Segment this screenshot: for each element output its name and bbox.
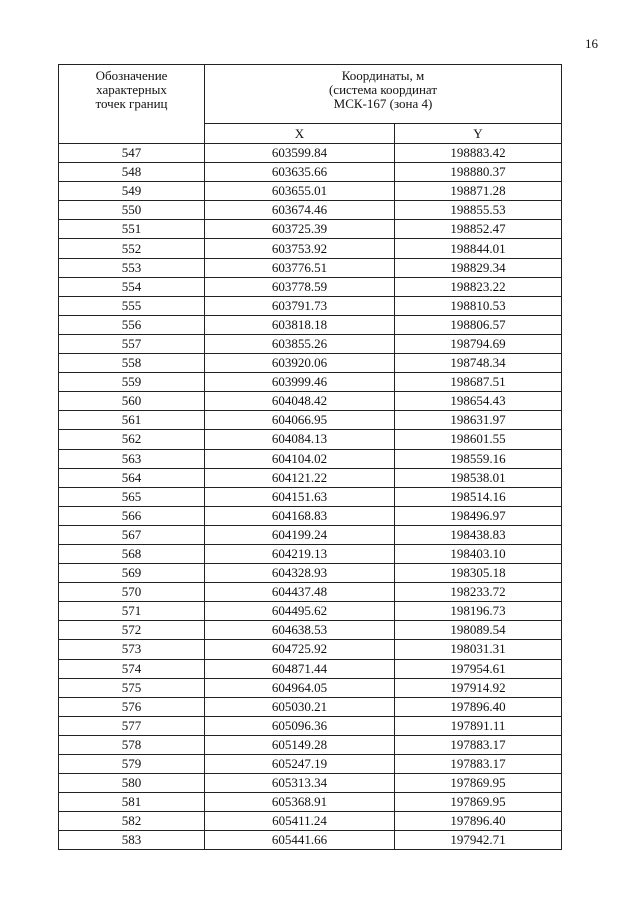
y-coordinate-cell: 198538.01 — [395, 468, 562, 487]
point-number-cell: 564 — [59, 468, 205, 487]
x-coordinate-cell: 604066.95 — [205, 411, 395, 430]
point-number-cell: 574 — [59, 659, 205, 678]
table-row — [59, 334, 562, 353]
y-coordinate-cell: 198559.16 — [395, 449, 562, 468]
table-row — [59, 392, 562, 411]
point-number-cell: 569 — [59, 564, 205, 583]
x-coordinate-cell: 603674.46 — [205, 201, 395, 220]
table-row — [59, 277, 562, 296]
y-coordinate-cell: 198654.43 — [395, 392, 562, 411]
table-row — [59, 182, 562, 201]
x-coordinate-cell: 605030.21 — [205, 697, 395, 716]
x-column-header: X — [205, 124, 395, 144]
table-row — [59, 697, 562, 716]
point-number-cell: 556 — [59, 315, 205, 334]
y-coordinate-cell: 197883.17 — [395, 755, 562, 774]
y-coordinate-cell: 198855.53 — [395, 201, 562, 220]
table-row — [59, 544, 562, 563]
point-header — [59, 65, 205, 144]
page-number: 16 — [585, 36, 598, 51]
table-row — [59, 735, 562, 754]
point-number-cell: 571 — [59, 602, 205, 621]
point-number-cell: 573 — [59, 640, 205, 659]
x-coordinate-cell: 605441.66 — [205, 831, 395, 850]
table-row — [59, 640, 562, 659]
point-number-cell: 566 — [59, 506, 205, 525]
point-number-cell: 551 — [59, 220, 205, 239]
y-coordinate-cell: 198687.51 — [395, 373, 562, 392]
y-coordinate-cell: 197896.40 — [395, 697, 562, 716]
table-row — [59, 755, 562, 774]
y-coordinate-cell: 198403.10 — [395, 544, 562, 563]
x-coordinate-cell: 604964.05 — [205, 678, 395, 697]
y-coordinate-cell: 198748.34 — [395, 354, 562, 373]
table-row — [59, 373, 562, 392]
y-coordinate-cell: 197942.71 — [395, 831, 562, 850]
y-coordinate-cell: 197883.17 — [395, 735, 562, 754]
x-coordinate-cell: 603635.66 — [205, 163, 395, 182]
x-coordinate-cell: 604104.02 — [205, 449, 395, 468]
coordinates-header-line: (система координат — [328, 82, 438, 97]
y-coordinate-cell: 198438.83 — [395, 525, 562, 544]
y-coordinate-cell: 198794.69 — [395, 334, 562, 353]
table-row — [59, 220, 562, 239]
point-number-cell: 582 — [59, 812, 205, 831]
table-row — [59, 659, 562, 678]
x-coordinate-cell: 604638.53 — [205, 621, 395, 640]
y-coordinate-cell: 198196.73 — [395, 602, 562, 621]
table-row — [59, 411, 562, 430]
y-coordinate-cell: 198031.31 — [395, 640, 562, 659]
table-row — [59, 621, 562, 640]
x-coordinate-cell: 604084.13 — [205, 430, 395, 449]
x-coordinate-cell: 604328.93 — [205, 564, 395, 583]
coordinates-header-line: МСК-167 (зона 4) — [333, 96, 433, 111]
y-coordinate-cell: 198823.22 — [395, 277, 562, 296]
point-number-cell: 560 — [59, 392, 205, 411]
y-coordinate-cell: 197896.40 — [395, 812, 562, 831]
y-coordinate-cell: 198089.54 — [395, 621, 562, 640]
point-number-cell: 555 — [59, 296, 205, 315]
point-number-cell: 565 — [59, 487, 205, 506]
x-coordinate-cell: 604495.62 — [205, 602, 395, 621]
table-row — [59, 449, 562, 468]
x-coordinate-cell: 605096.36 — [205, 716, 395, 735]
y-coordinate-cell: 197891.11 — [395, 716, 562, 735]
x-coordinate-cell: 604168.83 — [205, 506, 395, 525]
point-number-cell: 567 — [59, 525, 205, 544]
x-coordinate-cell: 605313.34 — [205, 774, 395, 793]
x-coordinate-cell: 604219.13 — [205, 544, 395, 563]
x-coordinate-cell: 604725.92 — [205, 640, 395, 659]
point-number-cell: 568 — [59, 544, 205, 563]
table-row — [59, 258, 562, 277]
point-header-line: характерных — [96, 82, 167, 97]
table-body — [59, 144, 562, 850]
table-row — [59, 678, 562, 697]
table-row — [59, 239, 562, 258]
y-coordinate-cell: 198496.97 — [395, 506, 562, 525]
table-row — [59, 144, 562, 163]
table-row — [59, 583, 562, 602]
x-coordinate-cell: 605149.28 — [205, 735, 395, 754]
table-row — [59, 506, 562, 525]
y-coordinate-cell: 197869.95 — [395, 793, 562, 812]
y-coordinate-cell: 197869.95 — [395, 774, 562, 793]
y-coordinate-cell: 198806.57 — [395, 315, 562, 334]
point-header-line: точек границ — [95, 96, 168, 111]
point-number-cell: 562 — [59, 430, 205, 449]
x-coordinate-cell: 603776.51 — [205, 258, 395, 277]
x-coordinate-cell: 603725.39 — [205, 220, 395, 239]
table-row — [59, 430, 562, 449]
point-number-cell: 550 — [59, 201, 205, 220]
x-coordinate-cell: 603753.92 — [205, 239, 395, 258]
point-number-cell: 553 — [59, 258, 205, 277]
point-number-cell: 577 — [59, 716, 205, 735]
table-row — [59, 774, 562, 793]
point-number-cell: 579 — [59, 755, 205, 774]
point-number-cell: 583 — [59, 831, 205, 850]
y-coordinate-cell: 198844.01 — [395, 239, 562, 258]
x-coordinate-cell: 605368.91 — [205, 793, 395, 812]
coordinates-header-line: Координаты, м — [341, 68, 425, 83]
x-coordinate-cell: 604121.22 — [205, 468, 395, 487]
point-number-cell: 581 — [59, 793, 205, 812]
point-number-cell: 580 — [59, 774, 205, 793]
point-number-cell: 578 — [59, 735, 205, 754]
coordinates-table — [58, 64, 562, 850]
x-coordinate-cell: 605247.19 — [205, 755, 395, 774]
x-coordinate-cell: 604048.42 — [205, 392, 395, 411]
x-coordinate-cell: 603999.46 — [205, 373, 395, 392]
y-coordinate-cell: 197954.61 — [395, 659, 562, 678]
y-coordinate-cell: 198852.47 — [395, 220, 562, 239]
table-row — [59, 487, 562, 506]
y-coordinate-cell: 198631.97 — [395, 411, 562, 430]
point-number-cell: 558 — [59, 354, 205, 373]
table-row — [59, 716, 562, 735]
point-number-cell: 576 — [59, 697, 205, 716]
y-coordinate-cell: 198514.16 — [395, 487, 562, 506]
point-number-cell: 547 — [59, 144, 205, 163]
point-number-cell: 561 — [59, 411, 205, 430]
x-coordinate-cell: 603599.84 — [205, 144, 395, 163]
y-coordinate-cell: 198871.28 — [395, 182, 562, 201]
table-row — [59, 163, 562, 182]
y-column-header: Y — [395, 124, 562, 144]
x-coordinate-cell: 603778.59 — [205, 277, 395, 296]
point-number-cell: 549 — [59, 182, 205, 201]
point-number-cell: 557 — [59, 334, 205, 353]
y-coordinate-cell: 198810.53 — [395, 296, 562, 315]
x-coordinate-cell: 603791.73 — [205, 296, 395, 315]
x-coordinate-cell: 605411.24 — [205, 812, 395, 831]
table-row — [59, 602, 562, 621]
y-coordinate-cell: 198880.37 — [395, 163, 562, 182]
x-coordinate-cell: 604151.63 — [205, 487, 395, 506]
table-row — [59, 831, 562, 850]
x-coordinate-cell: 603818.18 — [205, 315, 395, 334]
point-number-cell: 563 — [59, 449, 205, 468]
x-coordinate-cell: 603655.01 — [205, 182, 395, 201]
point-number-cell: 554 — [59, 277, 205, 296]
table-row — [59, 564, 562, 583]
x-coordinate-cell: 603855.26 — [205, 334, 395, 353]
y-coordinate-cell: 198601.55 — [395, 430, 562, 449]
y-coordinate-cell: 198233.72 — [395, 583, 562, 602]
y-coordinate-cell: 198883.42 — [395, 144, 562, 163]
point-number-cell: 559 — [59, 373, 205, 392]
x-coordinate-cell: 603920.06 — [205, 354, 395, 373]
y-coordinate-cell: 198829.34 — [395, 258, 562, 277]
x-coordinate-cell: 604199.24 — [205, 525, 395, 544]
table-row — [59, 354, 562, 373]
y-coordinate-cell: 197914.92 — [395, 678, 562, 697]
point-header-line: Обозначение — [95, 68, 168, 83]
table-row — [59, 812, 562, 831]
table-row — [59, 315, 562, 334]
coordinates-header — [205, 65, 562, 124]
point-number-cell: 570 — [59, 583, 205, 602]
table-row — [59, 525, 562, 544]
table-row — [59, 793, 562, 812]
y-coordinate-cell: 198305.18 — [395, 564, 562, 583]
table-row — [59, 468, 562, 487]
point-number-cell: 548 — [59, 163, 205, 182]
x-coordinate-cell: 604437.48 — [205, 583, 395, 602]
x-coordinate-cell: 604871.44 — [205, 659, 395, 678]
table-row — [59, 201, 562, 220]
point-number-cell: 552 — [59, 239, 205, 258]
point-number-cell: 575 — [59, 678, 205, 697]
point-number-cell: 572 — [59, 621, 205, 640]
table-row — [59, 296, 562, 315]
